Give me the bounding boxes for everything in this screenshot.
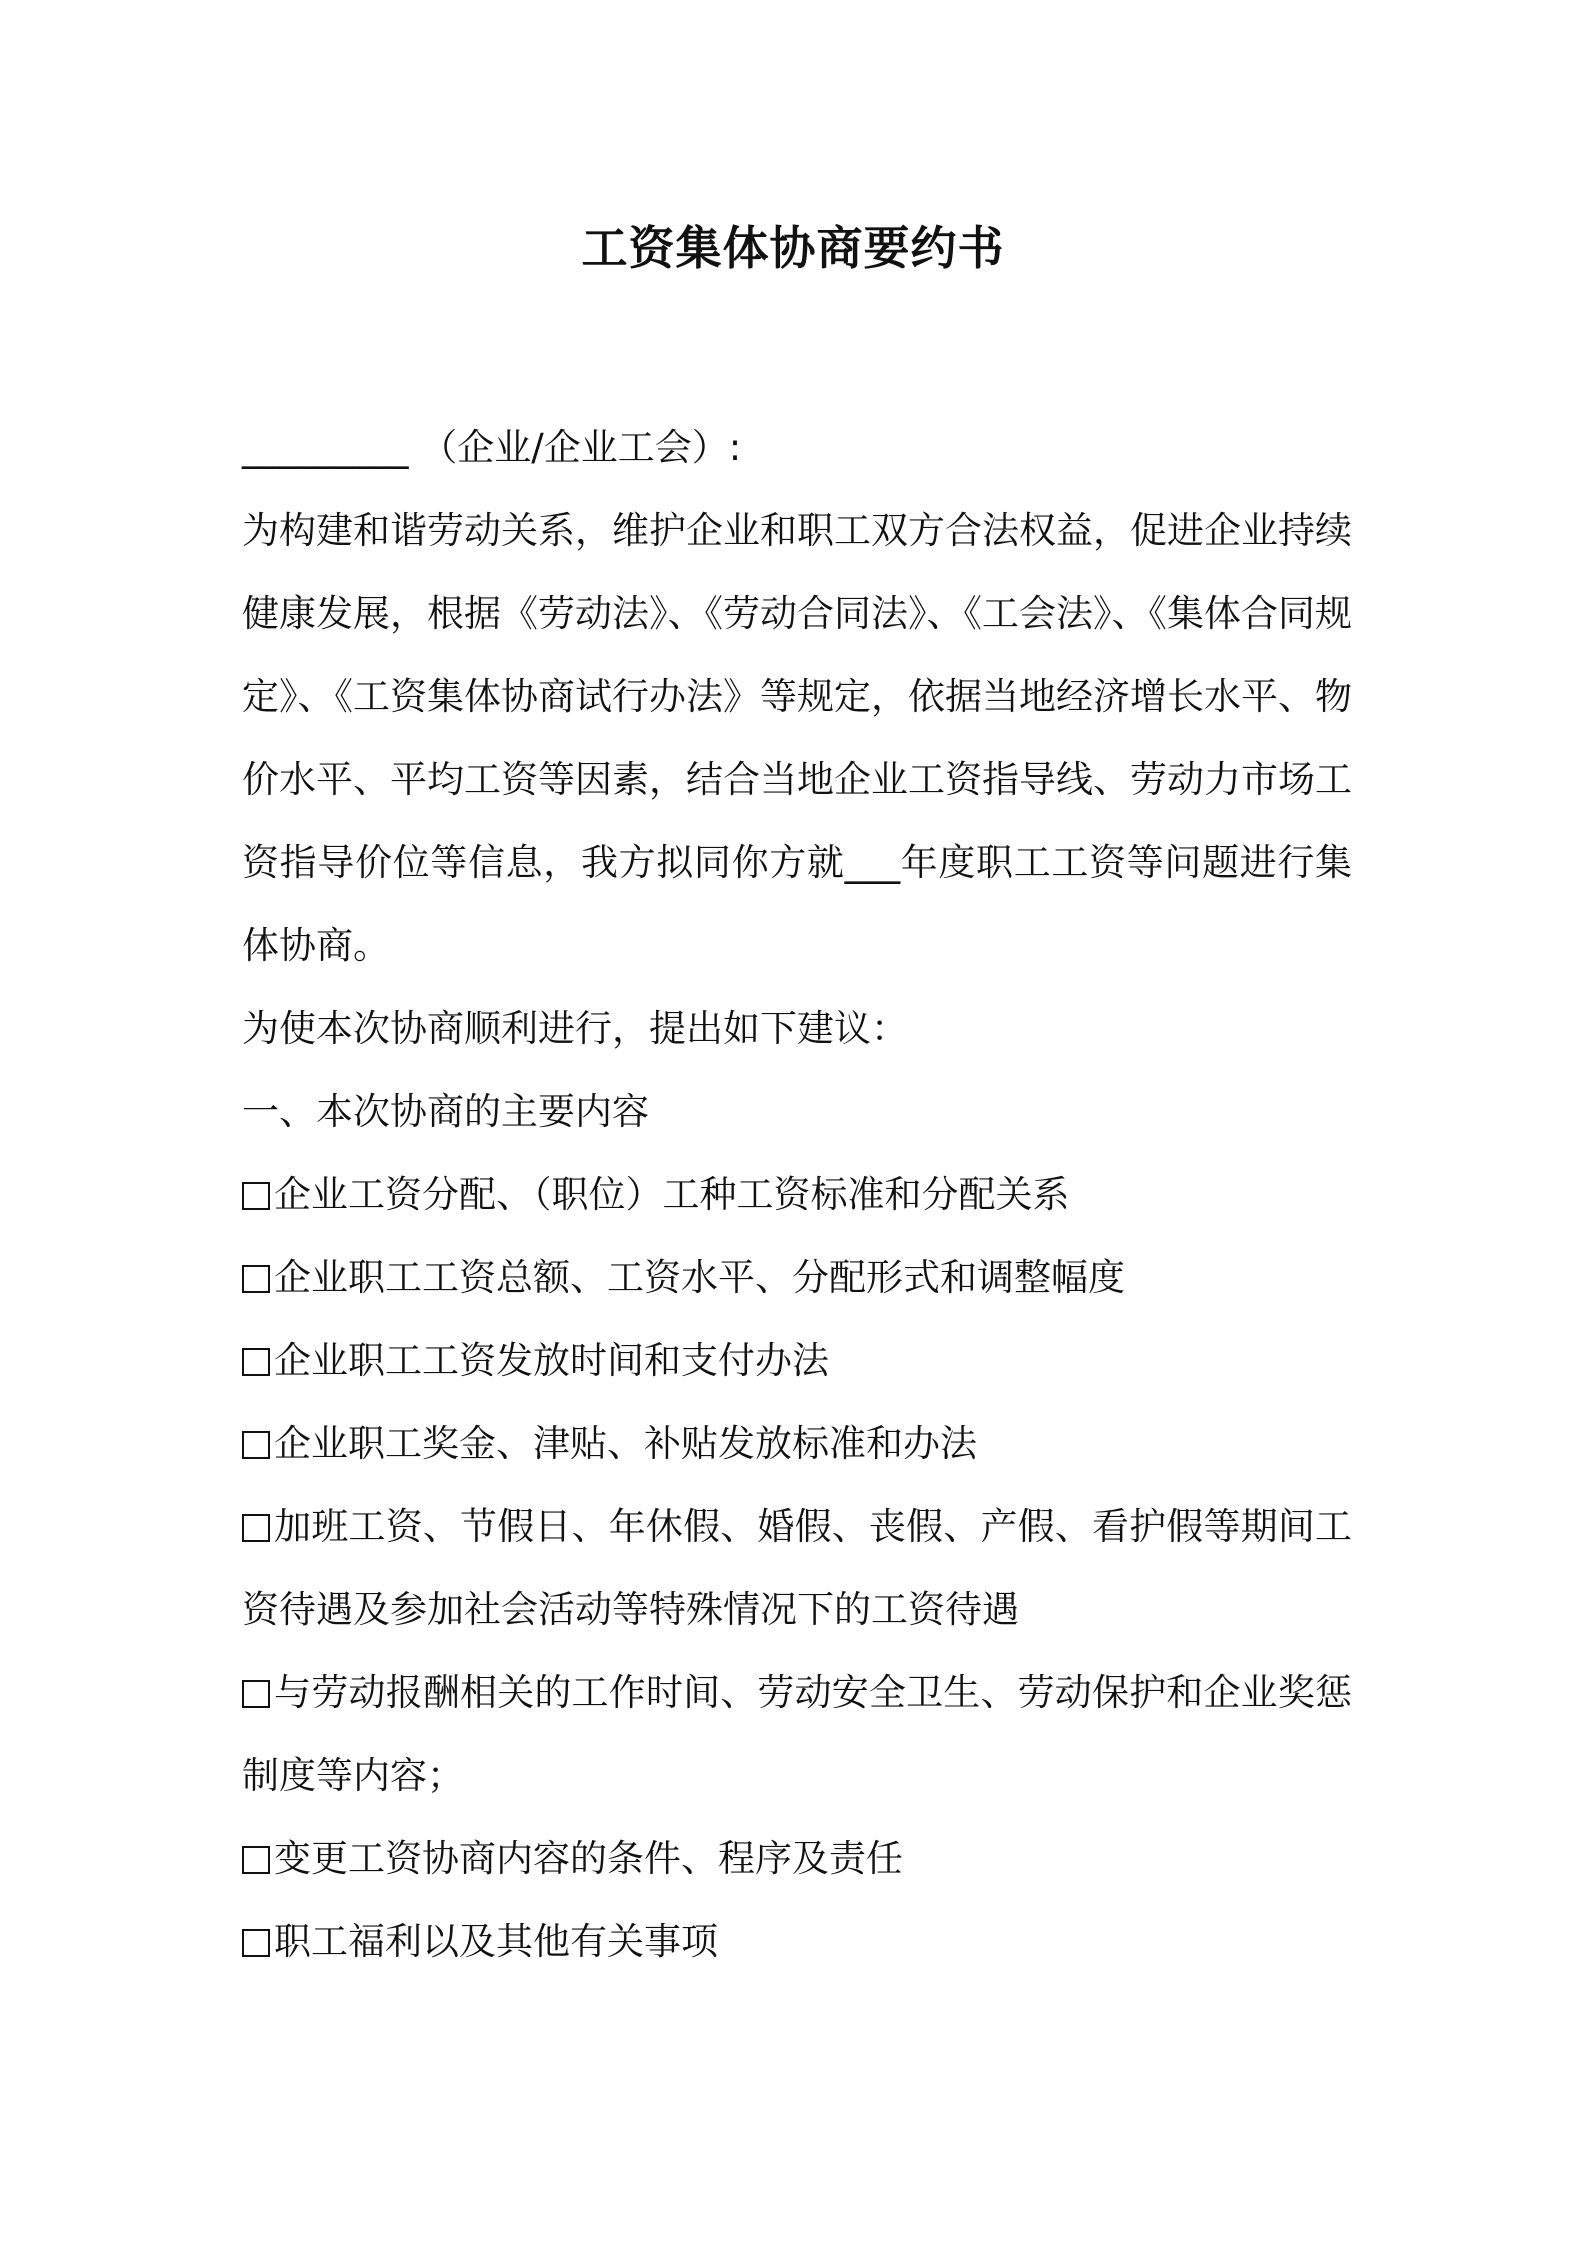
checkbox-icon (242, 1182, 270, 1210)
section-one-heading: 一、本次协商的主要内容 (242, 1090, 649, 1133)
checklist-item (242, 1402, 1352, 1485)
checklist-item-text: 变更工资协商内容的条件、程序及责任 (274, 1837, 903, 1880)
checkbox-icon (242, 1929, 270, 1957)
checklist-item (242, 1319, 1352, 1402)
checkbox-icon (242, 1846, 270, 1874)
proposal-line: 为使本次协商顺利进行，提出如下建议： (242, 1007, 908, 1050)
checklist-item-text: 企业职工工资发放时间和支付办法 (274, 1339, 829, 1382)
document-title: 工资集体协商要约书 (581, 221, 1005, 275)
document-body (242, 406, 1352, 1983)
checklist-item-text: 与劳动报酬相关的工作时间、劳动安全卫生、劳动保护和企业奖惩制度等内容； (242, 1671, 1352, 1797)
checklist-item (242, 1153, 1352, 1236)
checkbox-icon (242, 1265, 270, 1293)
checkbox-icon (242, 1348, 270, 1376)
checklist-item-text: 企业职工奖金、津贴、补贴发放标准和办法 (274, 1422, 977, 1465)
checklist-item (242, 1236, 1352, 1319)
checkbox-icon (242, 1680, 270, 1708)
checklist-item-text: 职工福利以及其他有关事项 (274, 1920, 718, 1963)
checklist-item (242, 1651, 1352, 1817)
checklist-item-text: 企业职工工资总额、工资水平、分配形式和调整幅度 (274, 1256, 1125, 1299)
checkbox-icon (242, 1431, 270, 1459)
checklist-item (242, 1485, 1352, 1651)
checkbox-icon (242, 1514, 270, 1542)
intro-paragraph: 为构建和谐劳动关系，维护企业和职工双方合法权益，促进企业持续健康发展，根据《劳动法》、《劳动合同法》、《工会法》、《集体合同规定》、《工资集体协商试行办法》等规定，依据当地经济增长水平、物价水平、平均工资等因素，结合当地企业工资指导线、劳动力市场工资指导价位等信息，我方拟同你方就___年度职工工资等问题进行集体协商。 (242, 509, 1352, 967)
salutation-line: _________ （企业/企业工会）: (242, 426, 742, 469)
checklist-item-text: 企业工资分配、（职位）工种工资标准和分配关系 (274, 1173, 1070, 1216)
checklist-item (242, 1817, 1352, 1900)
checklist-item-text: 加班工资、节假日、年休假、婚假、丧假、产假、看护假等期间工资待遇及参加社会活动等特殊情况下的工资待遇 (242, 1505, 1352, 1631)
checklist-item (242, 1900, 1352, 1983)
